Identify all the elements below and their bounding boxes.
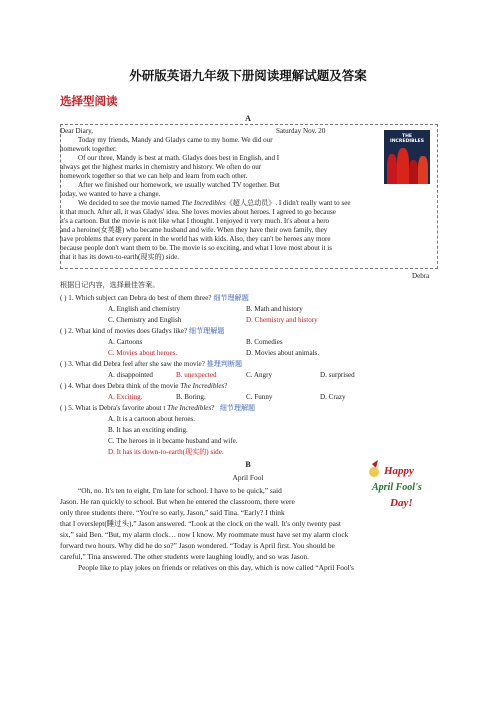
passage-b-line: Jason. He ran quickly to school. But when he entered the classroom, there were (60, 497, 295, 506)
diary-line-text: . I didn't really want to see (275, 199, 351, 207)
passage-b-line: “Oh, no. It's ten to eight. I'm late for school. I have to be quick,” said (78, 486, 282, 495)
diary-signature: Debra (412, 272, 430, 280)
poster-figure (397, 148, 409, 184)
diary-date: Saturday Nov. 20 (276, 127, 326, 135)
question-tag: 细节理解题 (188, 327, 225, 335)
question-tag: 推理判断题 (206, 360, 243, 368)
diary-line: After we finished our homework, we usually watched TV together. But (78, 181, 280, 189)
passage-b-line: that I overslept(睡过头),” Jason answered. “Look at the clock on the wall. It's only twenty past (60, 519, 341, 528)
poster-figure (418, 156, 428, 184)
passage-b-line: only three students there. “You're so early, Jason,” said Tina. “Early? I think (60, 508, 285, 517)
option: C. The heroes in it became husband and wife. (108, 437, 238, 445)
section-heading: 选择型阅读 (60, 94, 118, 108)
stem-text: ( ) 2. What kind of movies does Gladys like? (60, 327, 188, 335)
diary-line: it's a cartoon. But the movie is not like what I thought. I enjoyed it very much. It's about a hero (60, 217, 330, 225)
question-stem (60, 360, 242, 369)
image-text-april: April Fool's (372, 482, 422, 493)
passage-b-line: careful,” Tina answered. The other students were laughing loudly, and so was Jason. (60, 552, 309, 561)
diary-greeting: Dear Diary, (60, 127, 94, 135)
diary-line: because people don't want them to be. The movie is so exciting, and what I love most about it is (60, 244, 333, 252)
passage-a-label: A (245, 114, 251, 123)
option-answer: D. It has its down-to-earth(现实的) side. (108, 448, 224, 456)
stem-text: ( ) 4. What does Debra think of the movie (60, 382, 181, 390)
question-tag: 细节理解题 (213, 294, 249, 302)
diary-line: homework together so that we can help and learn from each other. (60, 172, 248, 180)
movie-title-cn: 《超人总动员》 (225, 199, 276, 207)
option: A. It is a cartoon about heroes. (108, 415, 196, 423)
option: D. Crazy (320, 393, 346, 401)
passage-b-line: People like to play jokes on friends or relatives on this day, which is now called “April Fool's (78, 563, 354, 572)
option: D. Movies about animals. (246, 349, 320, 357)
stem-text: ( ) 5. What is Debra's favorite about t (60, 404, 168, 412)
question-stem (60, 294, 249, 303)
diary-line: that it has its down-to-earth(现实的) side. (60, 253, 179, 261)
option: B. Comedies (246, 338, 283, 346)
passage-b-line: forward two hours. Why did he do so?” Jason wondered. “Today is April first. You should be (60, 541, 335, 550)
stem-text: ( ) 3. What did Debra feel after she saw the movie? (60, 360, 205, 368)
question-stem: ( ) 4. What does Debra think of the movie The Incredibles? (60, 382, 228, 390)
diary-line: homework together. (60, 145, 117, 153)
passage-b-label: B (245, 460, 251, 469)
image-text-happy: Happy (384, 465, 414, 477)
passage-b-title: April Fool (232, 473, 264, 482)
stem-italic: The Incredibles (180, 382, 225, 390)
option: C. Funny (246, 393, 273, 401)
option: C. Angry (246, 371, 273, 379)
option: A. English and chemistry (108, 305, 181, 313)
poster-figure (409, 160, 418, 184)
diary-line: Of our three, Mandy is best at math. Gladys does best in English, and I (78, 154, 280, 162)
movie-poster (384, 130, 430, 184)
option-answer: C. Movies about heroes. (108, 349, 178, 357)
poster-title: THE INCREDIBLES (390, 134, 424, 144)
option: B. It has an exciting ending. (108, 426, 188, 434)
option-answer: D. Chemistry and history (246, 316, 318, 324)
option: B. Boring. (176, 393, 206, 401)
option: A. disappointed (108, 371, 153, 379)
hat-icon (372, 460, 378, 468)
stem-text: ( ) 1. Which subject can Debra do best of them three? (60, 294, 212, 302)
option: B. Math and history (246, 305, 303, 313)
diary-line: and a heroine(女英雄) who became husband and wife. When they have their own family, they (60, 226, 328, 234)
option: D. surprised (320, 371, 355, 379)
question-tag: 细节理解题 (219, 404, 256, 412)
diary-line-text: We decided to see the movie named (78, 199, 182, 207)
diary-line: always get the highest marks in chemistry and history. We often do our (60, 163, 262, 171)
question-intro: 根据日记内容，选择最佳答案。 (60, 281, 160, 289)
diary-line: Today my friends, Mandy and Gladys came to my home. We did our (78, 136, 273, 144)
april-fools-image (364, 458, 434, 514)
diary-line (78, 199, 351, 208)
diary-line: today, we wanted to have a change. (60, 190, 161, 198)
poster-figure (387, 154, 397, 184)
option: A. Cartoons (108, 338, 143, 346)
diary-line: have problems that every parent in the world has with kids. Also, they can't be heroes any more (60, 235, 331, 243)
passage-b-line: six,” said Ben. “But, my alarm clock… now I know. My roommate must have set my alarm clock (60, 530, 349, 539)
jester-face-icon (369, 467, 379, 477)
question-stem: ( ) 5. What is Debra's favorite about t The Incredibles? 细节理解题 (60, 404, 256, 412)
image-text-day: Day! (390, 497, 413, 509)
document-title: 外研版英语九年级下册阅读理解试题及答案 (129, 68, 367, 83)
question-stem (60, 327, 224, 336)
stem-italic: The Incredibles (167, 404, 212, 412)
diary-line: it that much. After all, it was Gladys' idea. She loves movies about heroes. I agreed to go because (60, 208, 336, 216)
option-answer: B. unexpected (176, 371, 217, 379)
movie-title: The Incredibles (181, 199, 226, 207)
option-answer: A. Exciting. (108, 393, 143, 401)
option: C. Chemistry and English (108, 316, 182, 324)
